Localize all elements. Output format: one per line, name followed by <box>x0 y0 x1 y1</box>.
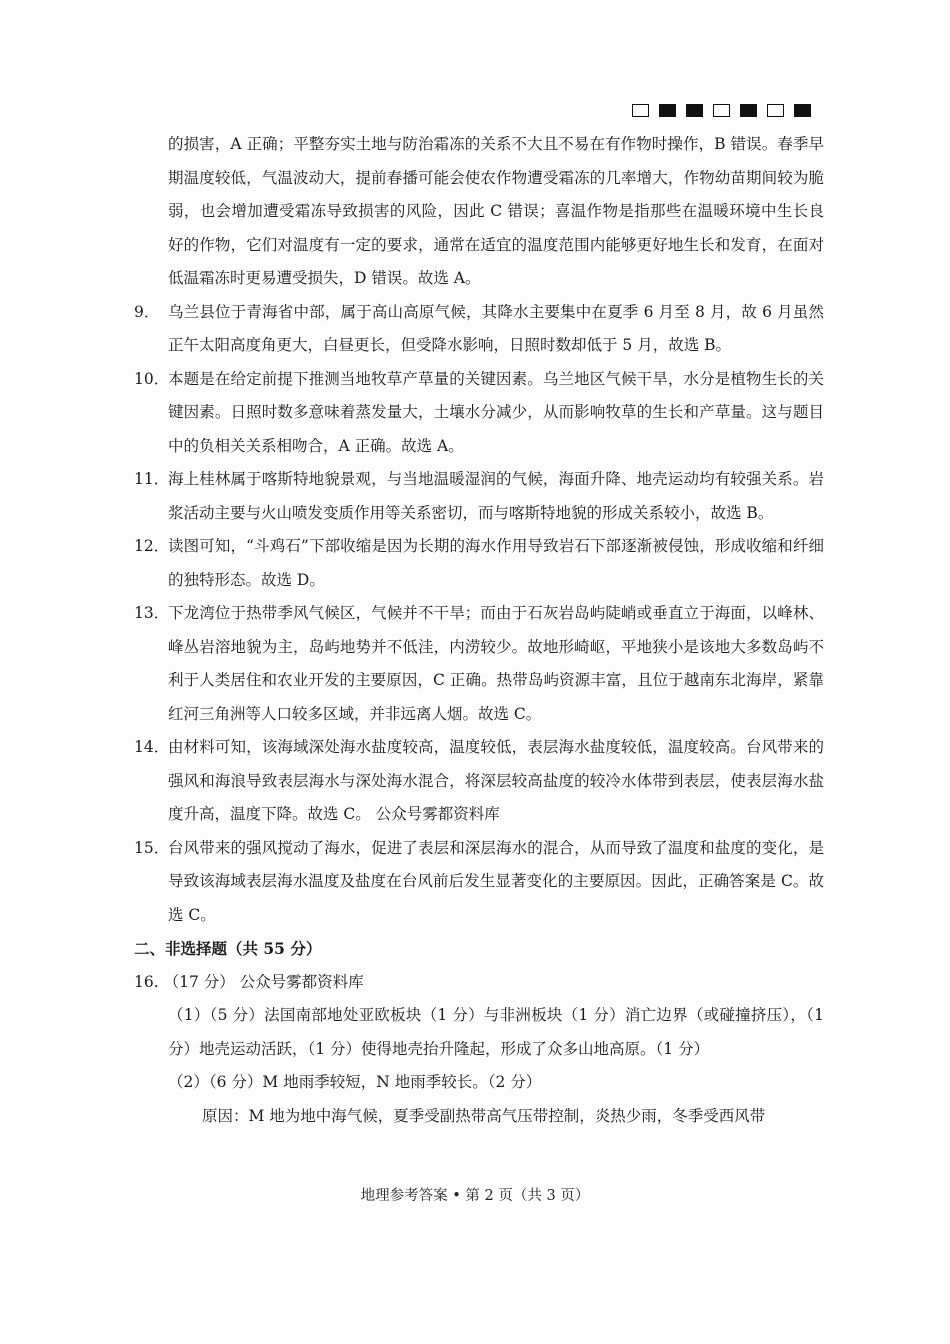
item-text: 下龙湾位于热带季风气候区，气候并不干旱；而由于石灰岩岛屿陡峭或垂直立于海面，以峰林、峰丛岩溶地貌为主，岛屿地势并不低洼，内涝较少。故地形崎岖，平地狭小是该地大多数岛屿不利于人类居住和农业开发的主要原因，C 正确。热带岛屿资源丰富，且位于越南东北海岸，紧靠红河三角洲等人口较多区域，并非远离人烟。故选 C。 <box>168 604 824 723</box>
item-number: 12． <box>134 537 170 555</box>
intro-paragraph: 的损害，A 正确；平整夯实土地与防治霜冻的关系不大且不易在有作物时操作，B 错误。春季早期温度较低，气温波动大，提前春播可能会使农作物遭受霜冻的几率增大，作物幼苗期间较为脆弱，也会增加遭受霜冻导致损害的风险，因此 C 错误；喜温作物是指那些在温暖环境中生长良好的作物，它们对温度有一定的要求，通常在适宜的温度范围内能够更好地生长和发育，在面对低温霜冻时更易遭受损失，D 错误。故选 A。 <box>168 135 824 287</box>
answer-item-13 <box>134 597 824 731</box>
answer-item-10 <box>134 363 824 464</box>
answer-item-9 <box>134 296 824 363</box>
item-number: 15． <box>134 838 170 857</box>
q16-heading: 16. （17 分） 公众号雾都资料库 <box>134 972 364 991</box>
header-marks <box>632 104 811 117</box>
mark-empty <box>632 104 649 117</box>
item-number: 13． <box>134 604 170 622</box>
item-text: 读图可知，“斗鸡石”下部收缩是因为长期的海水作用导致岩石下部逐渐被侵蚀，形成收缩和纤细的独特形态。故选 D。 <box>168 537 824 589</box>
item-number: 10． <box>134 369 170 388</box>
section-title: 二、非选择题（共 55 分） <box>134 939 322 958</box>
mark-filled <box>740 104 757 117</box>
item-text: 由材料可知，该海域深处海水盐度较高，温度较低，表层海水盐度较低，温度较高。台风带来的强风和海浪导致表层海水与深处海水混合，将深层较高盐度的较冷水体带到表层，使表层海水盐度升高，温度下降。故选 C。 公众号雾都资料库 <box>168 738 824 823</box>
item-number: 11． <box>134 470 170 488</box>
mark-empty <box>713 104 730 117</box>
answer-item-11 <box>134 463 824 530</box>
q16-part2: （2）（6 分）M 地雨季较短，N 地雨季较长。（2 分） <box>168 1073 542 1091</box>
answer-item-15 <box>134 832 824 933</box>
q16-part1: （1）（5 分）法国南部地处亚欧板块（1 分）与非洲板块（1 分）消亡边界（或碰撞挤压），（1 分）地壳运动活跃，（1 分）使得地壳抬升隆起，形成了众多山地高原。（1 分） <box>168 1006 824 1058</box>
item-text: 乌兰县位于青海省中部，属于高山高原气候，其降水主要集中在夏季 6 月至 8 月，故 6 月虽然正午太阳高度角更大，白昼更长，但受降水影响，日照时数却低于 5 月，故选 B。 <box>168 302 824 354</box>
answer-item-12 <box>134 530 824 597</box>
page-footer: 地理参考答案 • 第 2 页（共 3 页） <box>360 1188 590 1204</box>
item-text: 台风带来的强风搅动了海水，促进了表层和深层海水的混合，从而导致了温度和盐度的变化，是导致该海域表层海水温度及盐度在台风前后发生显著变化的主要原因。因此，正确答案是 C。故选 C。 <box>168 838 824 924</box>
answer-content <box>134 128 824 1133</box>
item-number: 9． <box>134 302 160 321</box>
mark-filled <box>659 104 676 117</box>
mark-filled <box>686 104 703 117</box>
mark-empty <box>767 104 784 117</box>
mark-filled <box>794 104 811 117</box>
q16-reason: 原因：M 地为地中海气候，夏季受副热带高气压带控制，炎热少雨，冬季受西风带 <box>202 1106 766 1125</box>
item-text: 海上桂林属于喀斯特地貌景观，与当地温暖湿润的气候，海面升降、地壳运动均有较强关系。岩浆活动主要与火山喷发变质作用等关系密切，而与喀斯特地貌的形成关系较小，故选 B。 <box>168 470 824 522</box>
item-text: 本题是在给定前提下推测当地牧草产草量的关键因素。乌兰地区气候干旱，水分是植物生长的关键因素。日照时数多意味着蒸发量大，土壤水分减少，从而影响牧草的生长和产草量。这与题目中的负相关关系相吻合，A 正确。故选 A。 <box>168 369 824 455</box>
item-number: 14． <box>134 738 170 756</box>
answer-item-14 <box>134 731 824 832</box>
